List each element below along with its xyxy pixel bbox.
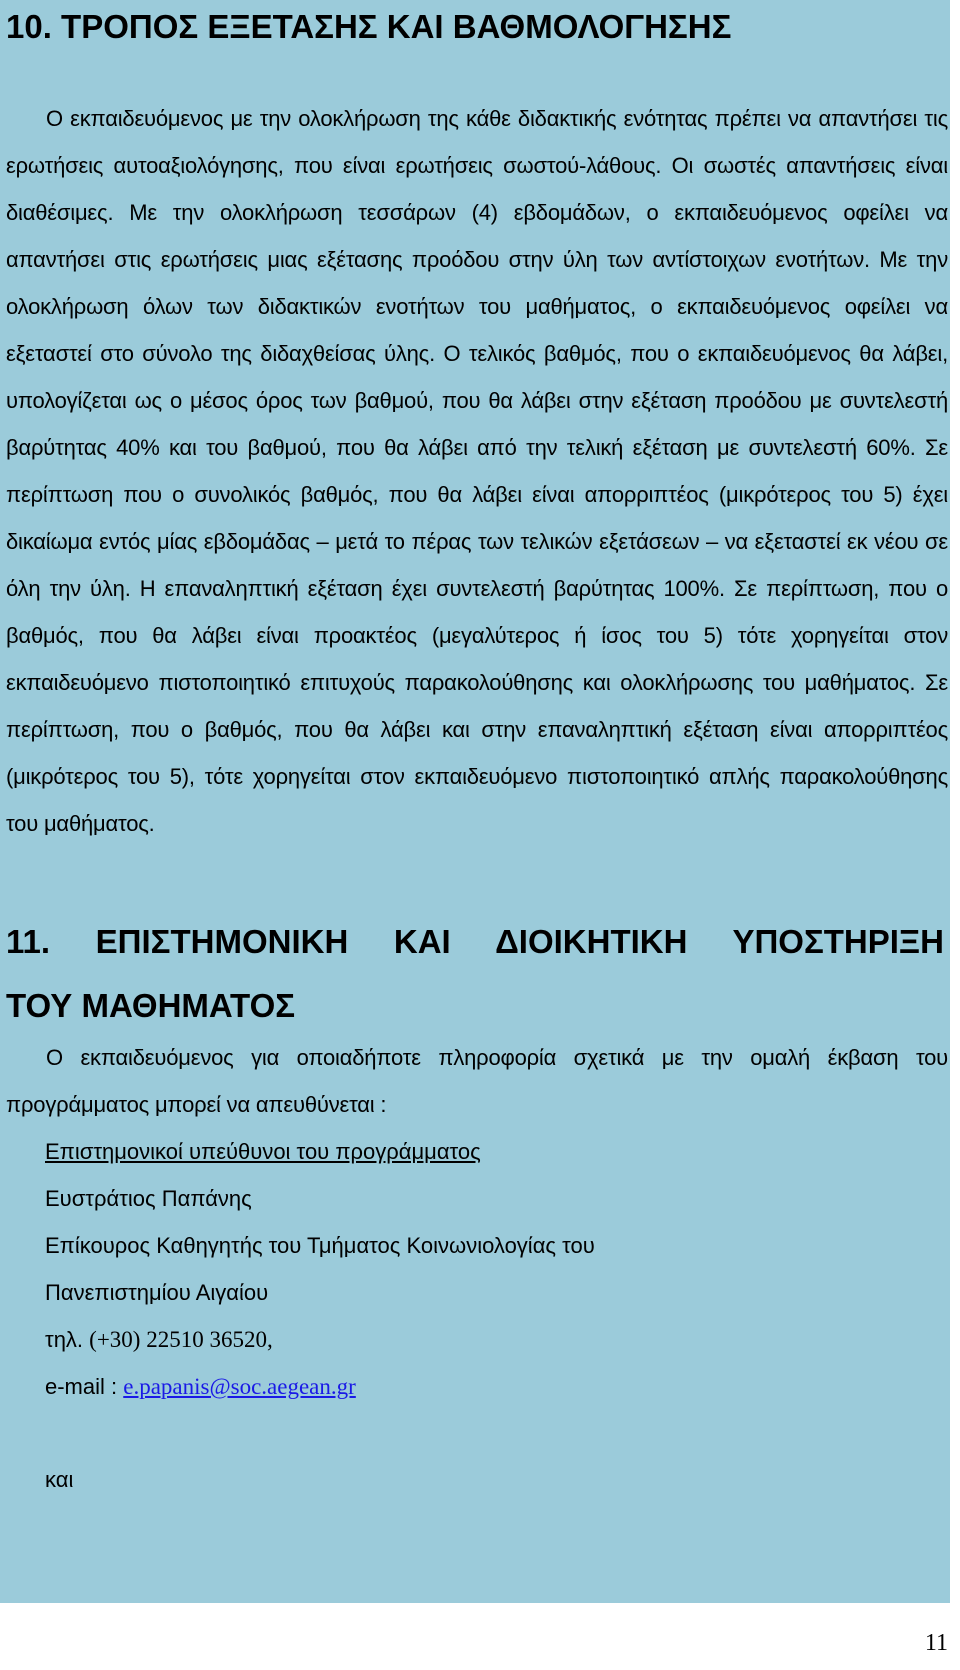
contact-phone-row <box>45 1316 925 1363</box>
and-text: και <box>45 1467 74 1492</box>
email-label: e-mail : <box>45 1374 118 1399</box>
section-11-heading-line-1: 11. ΕΠΙΣΤΗΜΟΝΙΚΗ ΚΑΙ ΔΙΟΙΚΗΤΙΚΗ ΥΠΟΣΤΗΡΙΞΗ <box>6 923 944 960</box>
contact-title: Επιστημονικοί υπεύθυνοι του προγράμματος <box>45 1139 481 1164</box>
contact-email-row <box>45 1363 925 1410</box>
section-10-heading: 10. ΤΡΟΠΟΣ ΕΞΕΤΑΣΗΣ ΚΑΙ ΒΑΘΜΟΛΟΓΗΣΗΣ <box>6 8 732 45</box>
phone-number: (+30) 22510 36520, <box>89 1327 273 1352</box>
page-number: 11 <box>924 1630 948 1656</box>
section-11-heading-line-2: ΤΟΥ ΜΑΘΗΜΑΤΟΣ <box>6 987 296 1024</box>
contact-university: Πανεπιστημίου Αιγαίου <box>45 1280 269 1305</box>
email-link[interactable]: e.papanis@soc.aegean.gr <box>123 1374 356 1399</box>
section-11-paragraph: Ο εκπαιδευόμενος για οποιαδήποτε πληροφορία σχετικά με την ομαλή έκβαση του προγράμματος μπορεί να απευθύνεται : <box>6 1045 948 1117</box>
section-10-paragraph: Ο εκπαιδευόμενος με την ολοκλήρωση της κάθε διδακτικής ενότητας πρέπει να απαντήσει τις ερωτήσεις αυτοαξιολόγησης, που είναι ερωτήσεις σωστού-λάθους. Οι σωστές απαντήσεις είναι διαθέσιμες. Με την ολοκλήρωση τεσσάρων (4) εβδομάδων, ο εκπαιδευόμενος οφείλει να απαντήσει στις ερωτήσεις μιας εξέτασης προόδου στην ύλη των αντίστοιχων ενοτήτων. Με την ολοκλήρωση όλων των διδακτικών ενοτήτων του μαθήματος, ο εκπαιδευόμενος οφείλει να εξεταστεί στο σύνολο της διδαχθείσας ύλης. Ο τελικός βαθμός, που ο εκπαιδευόμενος θα λάβει, υπολογίζεται ως ο μέσος όρος των βαθμού, που θα λάβει στην εξέταση προόδου με συντελεστή βαρύτητας 40% και του βαθμού, που θα λάβει από την τελική εξέταση με συντελεστή 60%. Σε περίπτωση που ο συνολικός βαθμός, που θα λάβει είναι απορριπτέος (μικρότερος του 5) έχει δικαίωμα εντός μίας εβδομάδας – μετά το πέρας των τελικών εξετάσεων – να εξεταστεί εκ νέου σε όλη την ύλη. Η επαναληπτική εξέταση έχει συντελεστή βαρύτητας 100%. Σε περίπτωση, που ο βαθμός, που θα λάβει είναι προακτέος (μεγαλύτερος ή ίσος του 5) τότε χορηγείται στον εκπαιδευόμενο πιστοποιητικό επιτυχούς παρακολούθησης και ολοκλήρωσης του μαθήματος. Σε περίπτωση, που ο βαθμός, που θα λάβει και στην επαναληπτική εξέταση είναι απορριπτέος (μικρότερος του 5), τότε χορηγείται στον εκπαιδευόμενο πιστοποιητικό απλής παρακολούθησης του μαθήματος. <box>6 106 948 836</box>
contact-block <box>45 1128 925 1410</box>
contact-role: Επίκουρος Καθηγητής του Τμήματος Κοινωνιολογίας του <box>45 1233 595 1258</box>
contact-name: Ευστράτιος Παπάνης <box>45 1186 252 1211</box>
phone-label: τηλ. <box>45 1327 84 1352</box>
section-11-heading <box>6 910 944 1038</box>
